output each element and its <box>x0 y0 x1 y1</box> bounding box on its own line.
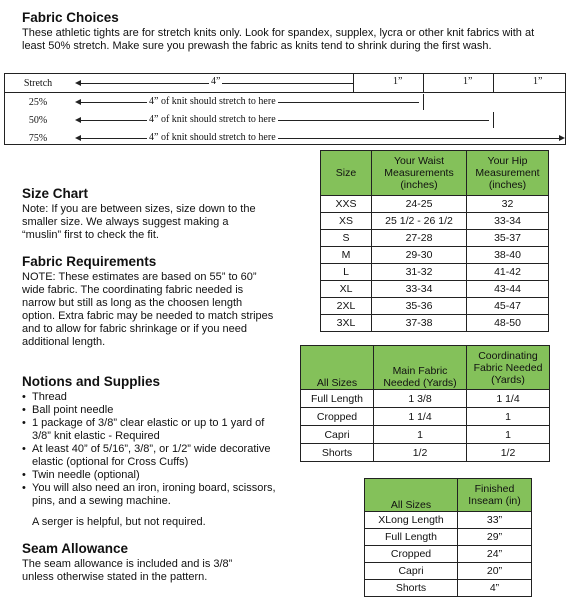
waist-cell: 25 1/2 - 26 1/2 <box>372 213 467 230</box>
arrow-left-icon <box>75 80 81 86</box>
list-item <box>22 391 278 404</box>
hip-cell: 45-47 <box>467 298 549 315</box>
size-chart-table <box>320 150 549 332</box>
finished-inseam-header: Finished Inseam (in) <box>458 479 532 512</box>
waist-cell: 33-34 <box>372 281 467 298</box>
waist-cell: 24-25 <box>372 196 467 213</box>
stretch-pct-50: 50% <box>28 115 48 126</box>
list-item <box>22 469 278 482</box>
main-fabric-cell: 1 3/8 <box>374 390 467 408</box>
bullet-icon: • <box>22 404 26 416</box>
size-chart-title: Size Chart <box>22 186 89 201</box>
arrow-left-icon <box>75 99 81 105</box>
bullet-icon: • <box>22 391 26 403</box>
hip-cell: 32 <box>467 196 549 213</box>
gauge-50-stop <box>493 112 494 128</box>
hip-cell: 35-37 <box>467 230 549 247</box>
main-fabric-cell: 1/2 <box>374 444 467 462</box>
hip-cell: 41-42 <box>467 264 549 281</box>
notions-title: Notions and Supplies <box>22 374 161 389</box>
gauge-4in-label: 4” <box>211 76 221 87</box>
length-cell: Capri <box>365 563 458 580</box>
all-sizes-header: All Sizes <box>301 346 374 390</box>
fabric-choices-title: Fabric Choices <box>22 10 119 25</box>
coord-fabric-cell: 1 1/4 <box>467 390 550 408</box>
stretch-pct-25: 25% <box>28 97 48 108</box>
table-row <box>301 426 550 444</box>
table-row <box>301 408 550 426</box>
hip-cell: 33-34 <box>467 213 549 230</box>
size-cell: M <box>321 247 372 264</box>
notion-text: At least 40” of 5/16”, 3/8”, or 1/2” wide decorative elastic (optional for Cross Cuffs) <box>32 443 271 468</box>
inseam-cell: 33” <box>458 512 532 529</box>
notion-text: 1 package of 3/8” clear elastic or up to 1 yard of 3/8” knit elastic - Required <box>32 417 265 442</box>
size-cell: S <box>321 230 372 247</box>
length-cell: Cropped <box>301 408 374 426</box>
hip-cell: 38-40 <box>467 247 549 264</box>
fabric-requirements-table <box>300 345 550 462</box>
gauge-50-line <box>81 120 489 121</box>
fabric-requirements-text: NOTE: These estimates are based on 55” to 60” wide fabric. The coordinating fabric needed is narrow but still as long as the choosen length option. Extra fabric may be needed to match stripes and to allow for fabric shrinkage or if you need additional length. <box>22 271 274 348</box>
bullet-icon: • <box>22 417 26 429</box>
seam-allowance-text: The seam allowance is included and is 3/8” unless otherwise stated in the pattern. <box>22 558 233 583</box>
waist-cell: 35-36 <box>372 298 467 315</box>
table-row <box>321 213 549 230</box>
table-row <box>301 390 550 408</box>
notion-text: Ball point needle <box>32 404 114 416</box>
arrow-right-icon <box>559 135 565 141</box>
inseam-table <box>364 478 532 597</box>
gauge-1in-label-c: 1” <box>533 76 543 87</box>
coord-fabric-cell: 1/2 <box>467 444 550 462</box>
gauge-25-stop <box>423 94 424 110</box>
table-row <box>321 281 549 298</box>
table-row <box>365 529 532 546</box>
table-row <box>365 512 532 529</box>
gauge-tick-6in <box>493 74 494 92</box>
inseam-all-sizes-header: All Sizes <box>365 479 458 512</box>
seam-allowance-title: Seam Allowance <box>22 541 129 556</box>
main-fabric-cell: 1 1/4 <box>374 408 467 426</box>
stretch-header-label: Stretch <box>23 78 53 89</box>
table-row <box>301 444 550 462</box>
waist-cell: 29-30 <box>372 247 467 264</box>
main-fabric-header: Main Fabric Needed (Yards) <box>374 346 467 390</box>
table-row <box>321 298 549 315</box>
gauge-tick-5in <box>423 74 424 92</box>
stretch-gauge <box>4 73 566 145</box>
hip-cell: 48-50 <box>467 315 549 332</box>
inseam-cell: 29” <box>458 529 532 546</box>
gauge-1in-label-b: 1” <box>463 76 473 87</box>
coord-fabric-header: Coordinating Fabric Needed (Yards) <box>467 346 550 390</box>
gauge-25-text: 4” of knit should stretch to here <box>149 96 276 107</box>
size-cell: XS <box>321 213 372 230</box>
waist-header: Your Waist Measurements (inches) <box>372 151 467 196</box>
length-cell: Shorts <box>365 580 458 597</box>
coord-fabric-cell: 1 <box>467 426 550 444</box>
list-item <box>22 404 278 417</box>
inseam-cell: 20” <box>458 563 532 580</box>
waist-cell: 31-32 <box>372 264 467 281</box>
table-row <box>321 315 549 332</box>
table-row <box>321 264 549 281</box>
notions-list <box>22 391 278 508</box>
fabric-choices-text: These athletic tights are for stretch knits only. Look for spandex, supplex, lycra or other knit fabrics with at least 50% stretch. Make sure you prewash the fabric as knits tend to shrink during the first wash. <box>22 27 535 52</box>
length-cell: Full Length <box>365 529 458 546</box>
list-item <box>22 417 278 443</box>
gauge-50-text: 4” of knit should stretch to here <box>149 114 276 125</box>
notion-text: You will also need an iron, ironing board, scissors, pins, and a sewing machine. <box>32 482 276 507</box>
hip-cell: 43-44 <box>467 281 549 298</box>
serger-note: A serger is helpful, but not required. <box>32 516 206 528</box>
length-cell: Full Length <box>301 390 374 408</box>
table-row <box>365 546 532 563</box>
list-item <box>22 482 278 508</box>
bullet-icon: • <box>22 469 26 481</box>
gauge-1in-label-a: 1” <box>393 76 403 87</box>
size-cell: 3XL <box>321 315 372 332</box>
length-cell: Capri <box>301 426 374 444</box>
list-item <box>22 443 278 469</box>
waist-cell: 37-38 <box>372 315 467 332</box>
size-cell: XXS <box>321 196 372 213</box>
table-row <box>321 196 549 213</box>
length-cell: Cropped <box>365 546 458 563</box>
length-cell: XLong Length <box>365 512 458 529</box>
bullet-icon: • <box>22 482 26 494</box>
gauge-header-divider <box>5 92 565 93</box>
notion-text: Thread <box>32 391 67 403</box>
arrow-left-icon <box>75 135 81 141</box>
inseam-cell: 4” <box>458 580 532 597</box>
table-row <box>365 580 532 597</box>
inseam-cell: 24” <box>458 546 532 563</box>
size-header: Size <box>321 151 372 196</box>
length-cell: Shorts <box>301 444 374 462</box>
fabric-requirements-title: Fabric Requirements <box>22 254 157 269</box>
size-cell: 2XL <box>321 298 372 315</box>
main-fabric-cell: 1 <box>374 426 467 444</box>
size-cell: L <box>321 264 372 281</box>
table-row <box>321 247 549 264</box>
hip-header: Your Hip Measurement (inches) <box>467 151 549 196</box>
size-cell: XL <box>321 281 372 298</box>
stretch-pct-75: 75% <box>28 133 48 144</box>
table-row <box>365 563 532 580</box>
size-chart-note: Note: If you are between sizes, size down to the smaller size. We always suggest making a “muslin” first to check the fit. <box>22 203 256 241</box>
bullet-icon: • <box>22 443 26 455</box>
gauge-tick-4in <box>353 74 354 92</box>
waist-cell: 27-28 <box>372 230 467 247</box>
coord-fabric-cell: 1 <box>467 408 550 426</box>
notion-text: Twin needle (optional) <box>32 469 140 481</box>
arrow-left-icon <box>75 117 81 123</box>
gauge-75-text: 4” of knit should stretch to here <box>149 132 276 143</box>
table-row <box>321 230 549 247</box>
